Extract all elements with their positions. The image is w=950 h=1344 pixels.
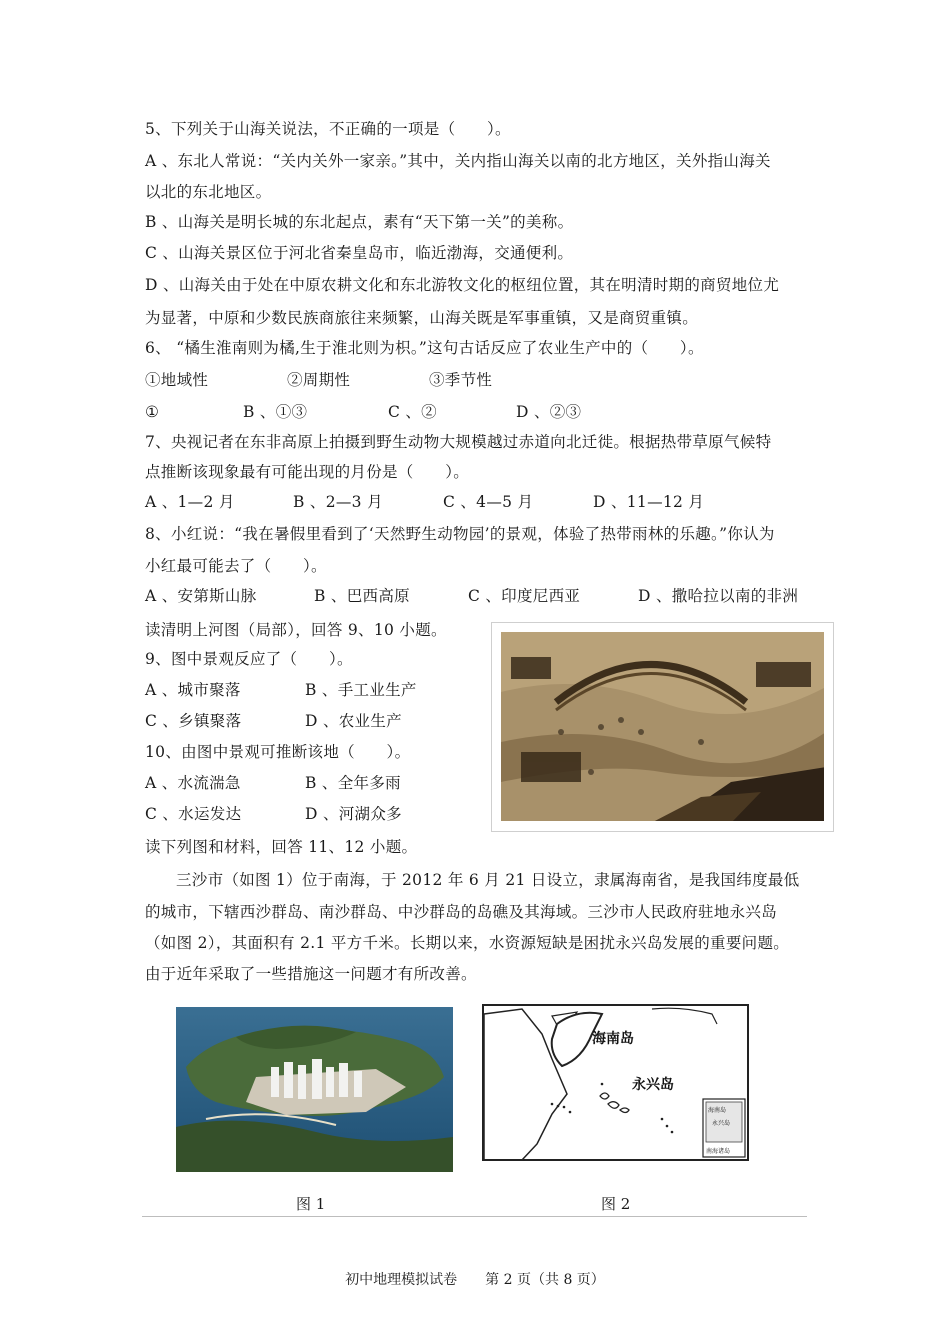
map-label-hainan: 海南岛 (592, 1031, 634, 1047)
q10-option-d: D 、河湖众多 (305, 805, 402, 823)
yongxing-island-photo (176, 1007, 453, 1172)
q5-option-d-cont: 为显著，中原和少数民族商旅往来频繁，山海关既是军事重镇，又是商贸重镇。 (145, 309, 699, 327)
q9-stem: 9、图中景观反应了（ ）。 (145, 650, 353, 668)
q6-stem: 6、 “橘生淮南则为橘,生于淮北则为枳。”这句古话反应了农业生产中的（ ）。 (145, 339, 704, 357)
q8-options (145, 586, 798, 606)
figure-2-caption: 图 2 (601, 1195, 631, 1213)
q10-options-row1 (145, 773, 401, 793)
q10-option-c: C 、水运发达 (145, 805, 242, 823)
q7-stem-cont: 点推断该现象最有可能出现的月份是（ ）。 (145, 463, 470, 481)
q8-option-d: D 、撒哈拉以南的非洲 (638, 587, 799, 605)
q8-stem: 8、小红说：“我在暑假里看到了‘天然野生动物园’的景观，体验了热带雨林的乐趣。”你认为 (145, 525, 775, 543)
material-line-3: （如图 2），其面积有 2.1 平方千米。长期以来，水资源短缺是困扰永兴岛发展的重要问题。 (145, 934, 790, 952)
q7-option-c: C 、4—5 月 (443, 493, 534, 511)
q5-stem: 5、下列关于山海关说法，不正确的一项是（ ）。 (145, 120, 511, 138)
q9-options-row2 (145, 711, 402, 731)
q5-option-b: B 、山海关是明长城的东北起点，素有“天下第一关”的美称。 (145, 213, 574, 231)
q8-option-a: A 、安第斯山脉 (145, 587, 257, 605)
q6-option-b: B 、①③ (243, 403, 308, 421)
q5-option-a-cont: 以北的东北地区。 (145, 183, 272, 201)
q9-option-c: C 、乡镇聚落 (145, 712, 242, 730)
q6-options (145, 402, 581, 422)
q6-items (145, 370, 492, 390)
q7-option-d: D 、11—12 月 (593, 493, 705, 511)
map-label-yongxing: 永兴岛 (632, 1077, 674, 1093)
q9-option-a: A 、城市聚落 (145, 681, 241, 699)
q7-stem: 7、央视记者在东非高原上拍摄到野生动物大规模越过赤道向北迁徙。根据热带草原气候特 (145, 433, 772, 451)
inset-label-hainan: 海南岛 (708, 1107, 727, 1114)
q10-option-b: B 、全年多雨 (305, 774, 401, 792)
material-line-4: 由于近年采取了一些措施这一问题才有所改善。 (145, 965, 477, 983)
qingming-painting-image (491, 622, 834, 832)
inset-label-south-sea: 南海诸岛 (706, 1148, 731, 1155)
intro-9-10: 读清明上河图（局部），回答 9、10 小题。 (145, 621, 447, 639)
q7-option-a: A 、1—2 月 (145, 493, 235, 511)
footer-divider (142, 1216, 807, 1217)
figure-1-caption: 图 1 (296, 1195, 326, 1213)
q10-stem: 10、由图中景观可推断该地（ ）。 (145, 743, 411, 761)
q8-stem-cont: 小红最可能去了（ ）。 (145, 557, 327, 575)
material-line-2: 的城市，下辖西沙群岛、南沙群岛、中沙群岛的岛礁及其海域。三沙市人民政府驻地永兴岛 (145, 903, 778, 921)
q6-item-1: ①地域性 (145, 371, 209, 389)
material-line-1: 三沙市（如图 1）位于南海，于 2012 年 6 月 21 日设立，隶属海南省，是我国纬度最低 (176, 871, 800, 889)
q5-option-c: C 、山海关景区位于河北省秦皇岛市，临近渤海，交通便利。 (145, 244, 574, 262)
intro-11-12: 读下列图和材料，回答 11、12 小题。 (145, 838, 418, 856)
page-footer: 初中地理模拟试卷 第 2 页（共 8 页） (345, 1272, 605, 1288)
q5-option-a: A 、东北人常说：“关内关外一家亲。”其中，关内指山海关以南的北方地区，关外指山海关 (145, 152, 771, 170)
q5-option-d: D 、山海关由于处在中原农耕文化和东北游牧文化的枢纽位置，其在明清时期的商贸地位尤 (145, 276, 780, 294)
q9-options-row1 (145, 680, 417, 700)
q9-option-d: D 、农业生产 (305, 712, 402, 730)
q10-options-row2 (145, 804, 402, 824)
q8-option-b: B 、巴西高原 (314, 587, 410, 605)
south-china-sea-map (482, 1004, 749, 1161)
inset-label-yongxing: 永兴岛 (712, 1120, 731, 1127)
q10-option-a: A 、水流湍急 (145, 774, 241, 792)
q7-option-b: B 、2—3 月 (293, 493, 383, 511)
q6-item-3: ③季节性 (429, 371, 493, 389)
painting-illustration (501, 632, 824, 821)
q9-option-b: B 、手工业生产 (305, 681, 417, 699)
q6-item-2: ②周期性 (287, 371, 351, 389)
q7-options (145, 492, 704, 512)
q8-option-c: C 、印度尼西亚 (468, 587, 581, 605)
q6-option-c: C 、② (388, 403, 437, 421)
q6-option-d: D 、②③ (516, 403, 582, 421)
q6-option-a: ① (145, 403, 160, 421)
